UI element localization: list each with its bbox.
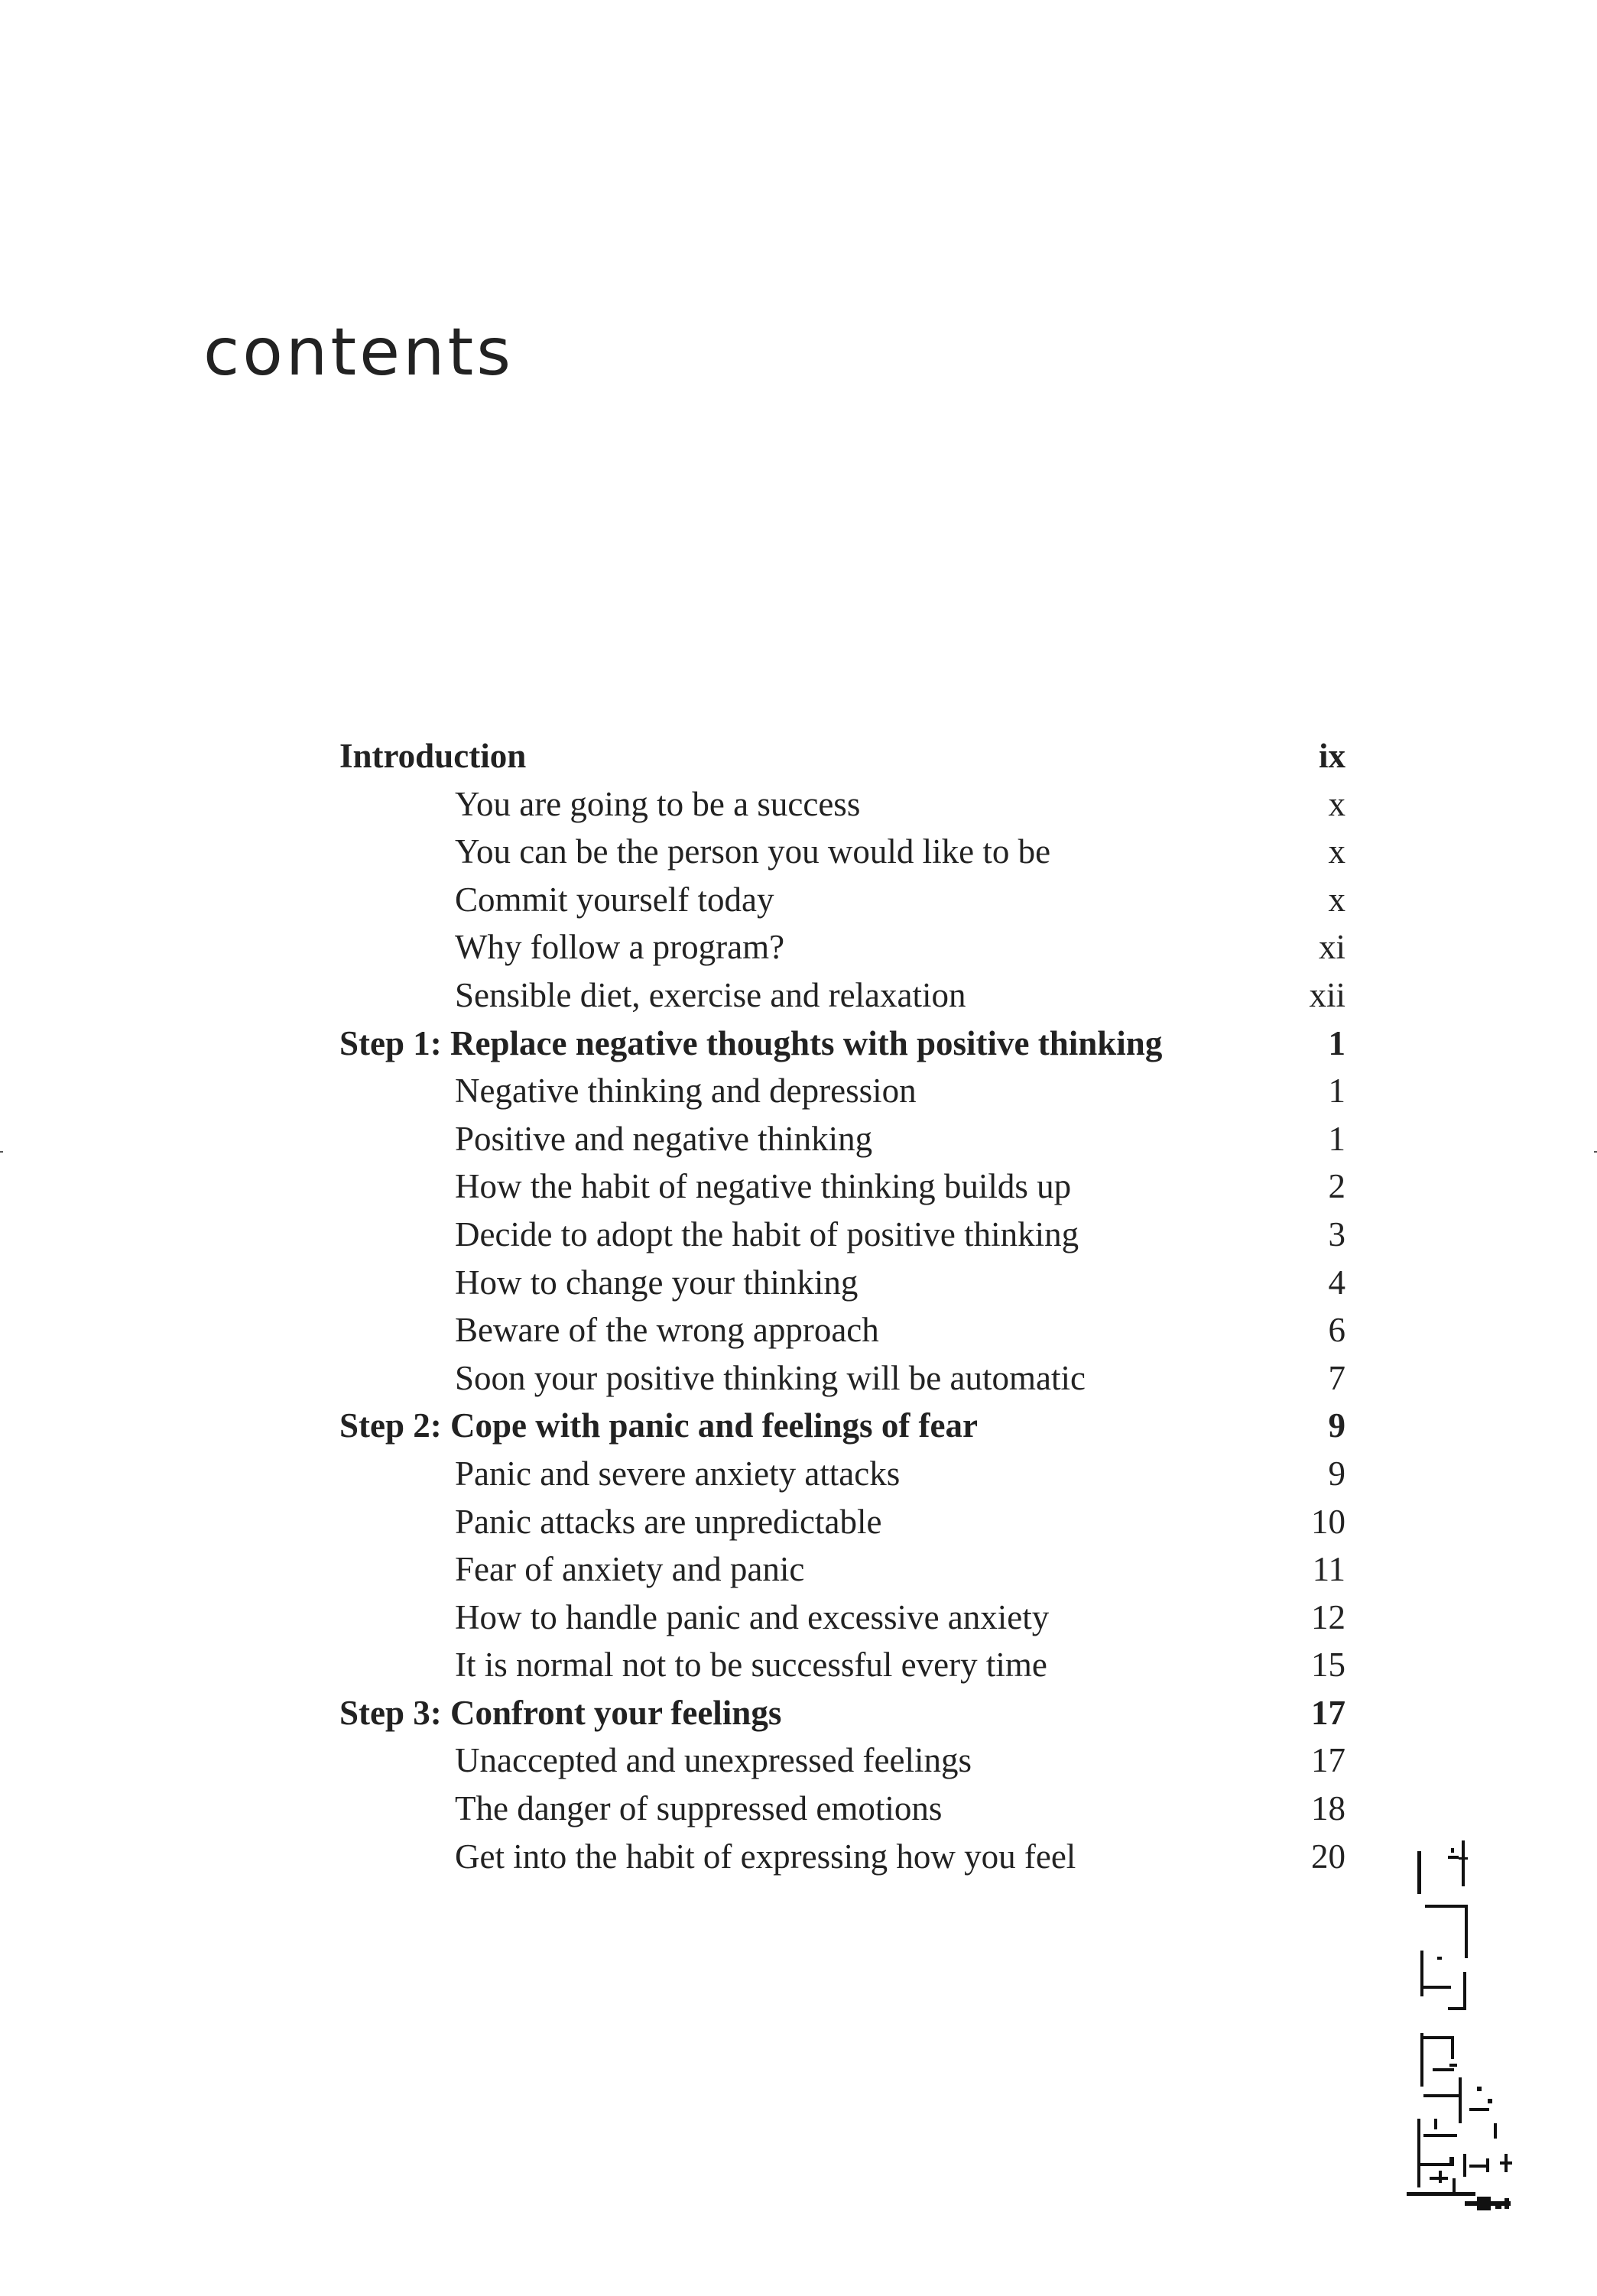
toc-section-row bbox=[339, 876, 1345, 924]
toc-page-number: 9 bbox=[1328, 1454, 1345, 1493]
toc-entry-title: Soon your positive thinking will be automatic bbox=[455, 1358, 1086, 1397]
toc-page-number: 1 bbox=[1328, 1072, 1345, 1111]
toc-section-row bbox=[339, 1594, 1345, 1642]
toc-page-number: 20 bbox=[1311, 1837, 1345, 1876]
toc-entry-title: Fear of anxiety and panic bbox=[455, 1550, 805, 1589]
toc-page-number: 18 bbox=[1311, 1789, 1345, 1828]
toc-chapter-row bbox=[339, 732, 1345, 780]
toc-entry-title: Negative thinking and depression bbox=[455, 1072, 917, 1111]
toc-entry-title: It is normal not to be successful every time bbox=[455, 1646, 1047, 1685]
table-of-contents bbox=[339, 732, 1345, 1880]
toc-entry-title: Commit yourself today bbox=[455, 880, 774, 919]
toc-section-row bbox=[339, 828, 1345, 876]
toc-entry-title: Unaccepted and unexpressed feelings bbox=[455, 1741, 972, 1780]
toc-section-row bbox=[339, 1737, 1345, 1785]
toc-page-number: ix bbox=[1318, 737, 1345, 775]
toc-page-number: 11 bbox=[1312, 1550, 1345, 1589]
toc-entry-title: Positive and negative thinking bbox=[455, 1119, 873, 1158]
toc-entry-title: You can be the person you would like to be bbox=[455, 832, 1051, 871]
decorative-ornament bbox=[1404, 1834, 1534, 2232]
left-edge-mark bbox=[0, 1151, 3, 1153]
toc-entry-title: Introduction bbox=[339, 737, 527, 775]
toc-entry-title: Panic attacks are unpredictable bbox=[455, 1502, 882, 1541]
toc-entry-title: Beware of the wrong approach bbox=[455, 1311, 879, 1350]
toc-entry-title: How to handle panic and excessive anxiety bbox=[455, 1597, 1050, 1636]
toc-page-number: xi bbox=[1318, 928, 1345, 967]
toc-entry-title: Decide to adopt the habit of positive thinking bbox=[455, 1214, 1079, 1253]
toc-page-number: 17 bbox=[1311, 1693, 1345, 1732]
toc-entry-title: Panic and severe anxiety attacks bbox=[455, 1454, 901, 1493]
toc-entry-title: Step 3: Confront your feelings bbox=[339, 1693, 782, 1732]
toc-section-row bbox=[339, 1211, 1345, 1259]
toc-section-row bbox=[339, 1498, 1345, 1546]
toc-page-number: x bbox=[1328, 784, 1345, 823]
toc-page-number: 17 bbox=[1311, 1741, 1345, 1780]
toc-page-number: x bbox=[1328, 832, 1345, 871]
toc-chapter-row bbox=[339, 1020, 1345, 1068]
toc-page-number: 12 bbox=[1311, 1597, 1345, 1636]
toc-section-row bbox=[339, 1306, 1345, 1354]
toc-page-number: 4 bbox=[1328, 1263, 1345, 1302]
toc-section-row bbox=[339, 1833, 1345, 1881]
toc-entry-title: The danger of suppressed emotions bbox=[455, 1789, 943, 1828]
toc-section-row bbox=[339, 1115, 1345, 1163]
toc-section-row bbox=[339, 780, 1345, 829]
toc-page-number: 15 bbox=[1311, 1646, 1345, 1685]
toc-page-number: 6 bbox=[1328, 1311, 1345, 1350]
toc-chapter-row bbox=[339, 1689, 1345, 1737]
toc-chapter-row bbox=[339, 1402, 1345, 1450]
toc-section-row bbox=[339, 1354, 1345, 1403]
toc-page-number: 10 bbox=[1311, 1502, 1345, 1541]
toc-page-number: 7 bbox=[1328, 1358, 1345, 1397]
toc-entry-title: Get into the habit of expressing how you feel bbox=[455, 1837, 1076, 1876]
toc-page-number: x bbox=[1328, 880, 1345, 919]
toc-section-row bbox=[339, 1259, 1345, 1307]
toc-section-row bbox=[339, 1545, 1345, 1594]
toc-section-row bbox=[339, 1450, 1345, 1498]
toc-entry-title: Step 2: Cope with panic and feelings of fear bbox=[339, 1406, 978, 1445]
toc-entry-title: You are going to be a success bbox=[455, 784, 861, 823]
toc-entry-title: How the habit of negative thinking builds up bbox=[455, 1167, 1072, 1206]
toc-section-row bbox=[339, 1785, 1345, 1833]
toc-section-row bbox=[339, 1163, 1345, 1211]
toc-page-number: xii bbox=[1309, 975, 1345, 1014]
toc-page-number: 1 bbox=[1328, 1119, 1345, 1158]
page-title: contents bbox=[203, 314, 514, 391]
toc-page-number: 9 bbox=[1328, 1406, 1345, 1445]
toc-page-number: 1 bbox=[1328, 1023, 1345, 1062]
right-edge-mark bbox=[1594, 1151, 1597, 1153]
toc-page-number: 2 bbox=[1328, 1167, 1345, 1206]
toc-section-row bbox=[339, 1641, 1345, 1689]
toc-section-row bbox=[339, 923, 1345, 971]
toc-entry-title: Step 1: Replace negative thoughts with positive thinking bbox=[339, 1023, 1163, 1062]
toc-entry-title: Sensible diet, exercise and relaxation bbox=[455, 975, 966, 1014]
toc-section-row bbox=[339, 971, 1345, 1020]
toc-page-number: 3 bbox=[1328, 1214, 1345, 1253]
toc-entry-title: How to change your thinking bbox=[455, 1263, 859, 1302]
toc-section-row bbox=[339, 1067, 1345, 1115]
toc-entry-title: Why follow a program? bbox=[455, 928, 785, 967]
